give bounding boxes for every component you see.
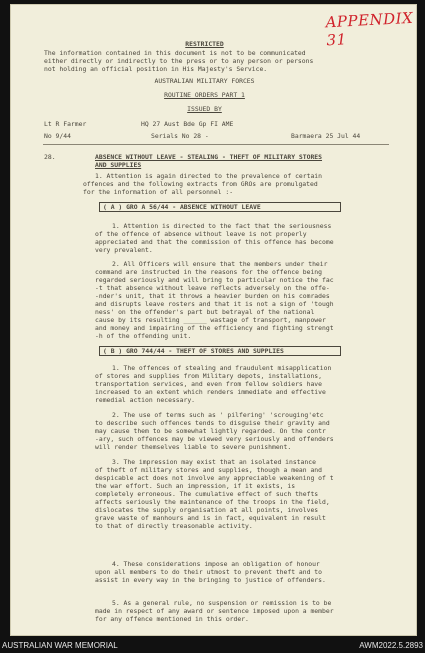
para-line: assist in every way in the bringing to justice of offenders. [95, 576, 326, 584]
para-line: very prevalent. [95, 246, 153, 254]
para-line: regarded seriously and will bring to particular notice the fac [95, 276, 334, 284]
para-line: 2. All Officers will ensure that the members under their [112, 260, 328, 268]
section-heading: AND SUPPLIES [95, 161, 142, 169]
divider [43, 144, 389, 145]
para-line: may cause them to be somewhat lightly regarded. On the contr [95, 427, 326, 435]
para-line: the war effort. Such an impression, if it exists, is [95, 482, 296, 490]
para-line: of theft of military stores and supplies, though a mean and [95, 466, 323, 474]
notice-line: either directly or indirectly to the press or to any person or persons [44, 57, 314, 65]
para-line: offences and the following extracts from GROs are promulgated [83, 180, 318, 188]
para-line: for any offence mentioned in this order. [95, 615, 249, 623]
institution-label: AUSTRALIAN WAR MEMORIAL [2, 641, 118, 650]
para-line: will render themselves liable to severe punishment. [95, 443, 292, 451]
appendix-annotation: APPENDIX 31 [325, 8, 414, 50]
para-line: made in respect of any award or sentence imposed upon a member [95, 607, 334, 615]
para-line: cause by its resulting ______ wastage of transport, manpower [95, 316, 326, 324]
para-line: grave waste of manhours and is in fact, equivalent in result [95, 514, 326, 522]
para-line: -ary, such offences may be viewed very seriously and offenders [95, 435, 334, 443]
para-line: 5. As a general rule, no suspension or remission is to be [112, 599, 332, 607]
para-line: to that of directly treasonable activity. [95, 522, 253, 530]
unit: HQ 27 Aust Bde Gp FI AME [141, 120, 234, 128]
force-title: AUSTRALIAN MILITARY FORCES [154, 77, 255, 85]
para-line: despicable act does not involve any appreciable weakening of t [95, 474, 334, 482]
issued-by: ISSUED BY [187, 105, 222, 113]
para-line: 2. The use of terms such as ' pilfering' 'scrouging'etc [112, 411, 324, 419]
para-line: and disrupts leave rosters and that it is not a sign of 'tough [95, 300, 334, 308]
para-line: remedial action necessary. [95, 396, 196, 404]
para-line: 1. The offences of stealing and fraudulent misapplication [112, 364, 332, 372]
serial-number: 28. [44, 153, 56, 161]
classification: RESTRICTED [185, 40, 224, 48]
para-line: completely erroneous. The cumulative effect of such thefts [95, 490, 319, 498]
accession-number: AWM2022.5.2893 [359, 641, 423, 650]
para-line: ness' on the offender's part but betrayal of the national [95, 308, 315, 316]
para-line: of the offence of absence without leave is not properly [95, 230, 307, 238]
orders-title: ROUTINE ORDERS PART 1 [164, 91, 245, 99]
section-heading: ABSENCE WITHOUT LEAVE - STEALING - THEFT OF MILITARY STORES [95, 153, 323, 161]
serials: Serials No 28 - [151, 132, 209, 140]
subsection-title: ( B ) GRO 744/44 - THEFT OF STORES AND SUPPLIES [103, 347, 284, 355]
subsection-title: ( A ) GRO A 56/44 - ABSENCE WITHOUT LEAVE [103, 203, 261, 211]
para-line: transportation services, and even from fellow soldiers have [95, 380, 323, 388]
notice-line: not holding an official position in His Majesty's Service. [44, 65, 268, 73]
footer-bar [0, 640, 425, 653]
para-line: for the information of all personnel :- [83, 188, 234, 196]
para-line: upon all members to do their utmost to prevent theft and to [95, 568, 323, 576]
para-line: and money and impairing of the efficiency and fighting strengt [95, 324, 334, 332]
document-page [10, 4, 417, 636]
notice-line: The information contained in this document is not to be communicated [44, 49, 306, 57]
para-line: -h of the offending unit. [95, 332, 192, 340]
issuer: Lt R Farmer [44, 120, 87, 128]
para-line: appreciated and that the commission of this offence has become [95, 238, 334, 246]
para-line: to describe such offences tends to disguise their gravity and [95, 419, 330, 427]
order-number: No 9/44 [44, 132, 71, 140]
para-line: -t that absence without leave reflects adversely on the offe- [95, 284, 330, 292]
para-line: dislocates the supply organisation at all points, involves [95, 506, 319, 514]
para-line: 3. The impression may exist that an isolated instance [112, 458, 316, 466]
para-line: increased to an extent which renders immediate and effective [95, 388, 326, 396]
para-line: 1. Attention is again directed to the prevalence of certain [95, 172, 323, 180]
para-line: command are instructed in the reasons for the offence being [95, 268, 323, 276]
para-line: 1. Attention is directed to the fact that the seriousness [112, 222, 332, 230]
para-line: affects seriously the maintenance of the troops in the field, [95, 498, 330, 506]
para-line: -nder's unit, that it throws a heavier burden on his comrades [95, 292, 330, 300]
para-line: of stores and supplies from Military depots, installations, [95, 372, 323, 380]
place-date: Barmaera 25 Jul 44 [291, 132, 361, 140]
para-line: 4. These considerations impose an obligation of honour [112, 560, 320, 568]
